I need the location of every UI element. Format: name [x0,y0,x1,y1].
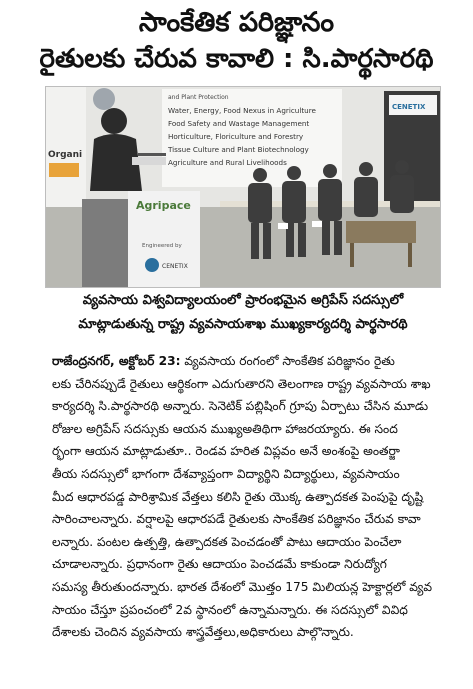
article-line-text: వ్యవసాయ రంగంలో సాంకేతిక పరిజ్ఞానం రైతు [180,354,395,368]
news-photo [45,86,441,288]
headline-line-2: రైతులకు చేరువ కావాలి : సి.పార్థసారథి [39,44,434,74]
screen-line: Horticulture, Floriculture and Forestry [168,132,304,141]
article-body [52,350,458,644]
photo-caption-line-1: వ్యవసాయ విశ్వవిద్యాలయంలో ప్రారంభమైన అగ్రిపేస్ సదస్సులో [82,293,404,308]
podium-org-text: CENETIX [162,263,188,270]
article-line: దేశాలకు చెందిన వ్యవసాయ శాస్త్రవేత్తలు,అధికారులు పాల్గొన్నారు. [52,625,354,640]
article-line: లన్నారు. పంటల ఉత్పత్తి, ఉత్పాదకత పెంచడంతో పాటు ఆదాయం పెంచేలా [52,534,402,549]
podium-brand-text: Agripace [136,199,191,212]
podium-sub-text: Engineered by [142,243,182,249]
article-line: కార్యదర్శి సి.పార్థసారథి అన్నారు. సెనెటిక్ పబ్లిషింగ్ గ్రూపు ఏర్పాటు చేసిన మూడు [52,399,429,414]
banner-left-text: Organi [48,150,83,160]
article-line: సమస్య తీరుతుందన్నారు. భారత దేశంలో మొత్తం 175 మిలియన్ల హెక్టార్లలో వ్యవ [52,579,433,594]
article-line: సాయం చేస్తూ ప్రపంచంలో 2వ స్థానంలో ఉన్నామన్నారు. ఈ సదస్సులో వివిధ [52,602,408,617]
screen-top-text: and Plant Protection [168,94,229,101]
article-line: మీద ఆధారపడ్డ పారిశ్రామిక వేత్తలు కలిసి రైతు యొక్క ఉత్పాదకత పెంపుపై దృష్టి [52,489,424,504]
dateline: రాజేంద్రనగర్, అక్టోబర్ 23: [52,354,181,368]
screen-line: Tissue Culture and Plant Biotechnology [168,145,309,154]
screen-line: Agriculture and Rural Livelihoods [168,158,287,167]
article-line: చూడాలన్నారు. ప్రధానంగా రైతు ఆదాయం పెంచడమే కాకుండా నిరుద్యోగ [52,557,387,572]
screen-line: Water, Energy, Food Nexus in Agriculture [168,106,316,115]
banner-right-text: CENETIX [392,103,426,111]
article-line: లకు చేరినప్పుడే రైతులు ఆర్థికంగా ఎదుగుతారని తెలంగాణ రాష్ట్ర వ్యవసాయ శాఖ [52,376,431,391]
article-line: సారించాలన్నారు. వర్షాలపై ఆధారపడే రైతులకు సాంకేతిక పరిజ్ఞానం చేరువ కావా [52,512,421,527]
headline-line-1: సాంకేతిక పరిజ్ఞానం [138,7,335,38]
article-line: రోజుల అగ్రిపేస్ సదస్సుకు ఆయన ముఖ్యఅతిథిగా హాజరయ్యారు. ఈ సంద [52,421,398,436]
conference-photo-illustration [46,87,441,288]
screen-line: Food Safety and Wastage Management [168,119,310,128]
photo-caption-line-2: మాట్లాడుతున్న రాష్ట్ర వ్యవసాయశాఖ ముఖ్యకార్యదర్శి పార్థసారథి [78,317,408,332]
article-line: ర్భంగా ఆయన మాట్లాడుతూ.. రెండవ హరిత విప్లవం అనే అంశంపై అంతర్జా [52,444,400,459]
article-line-1 [52,350,458,373]
article-line: తీయ సదస్సులో భాగంగా దేశవ్యాప్తంగా విద్యార్థిని విద్యార్థులు, వ్యవసాయం [52,466,400,481]
